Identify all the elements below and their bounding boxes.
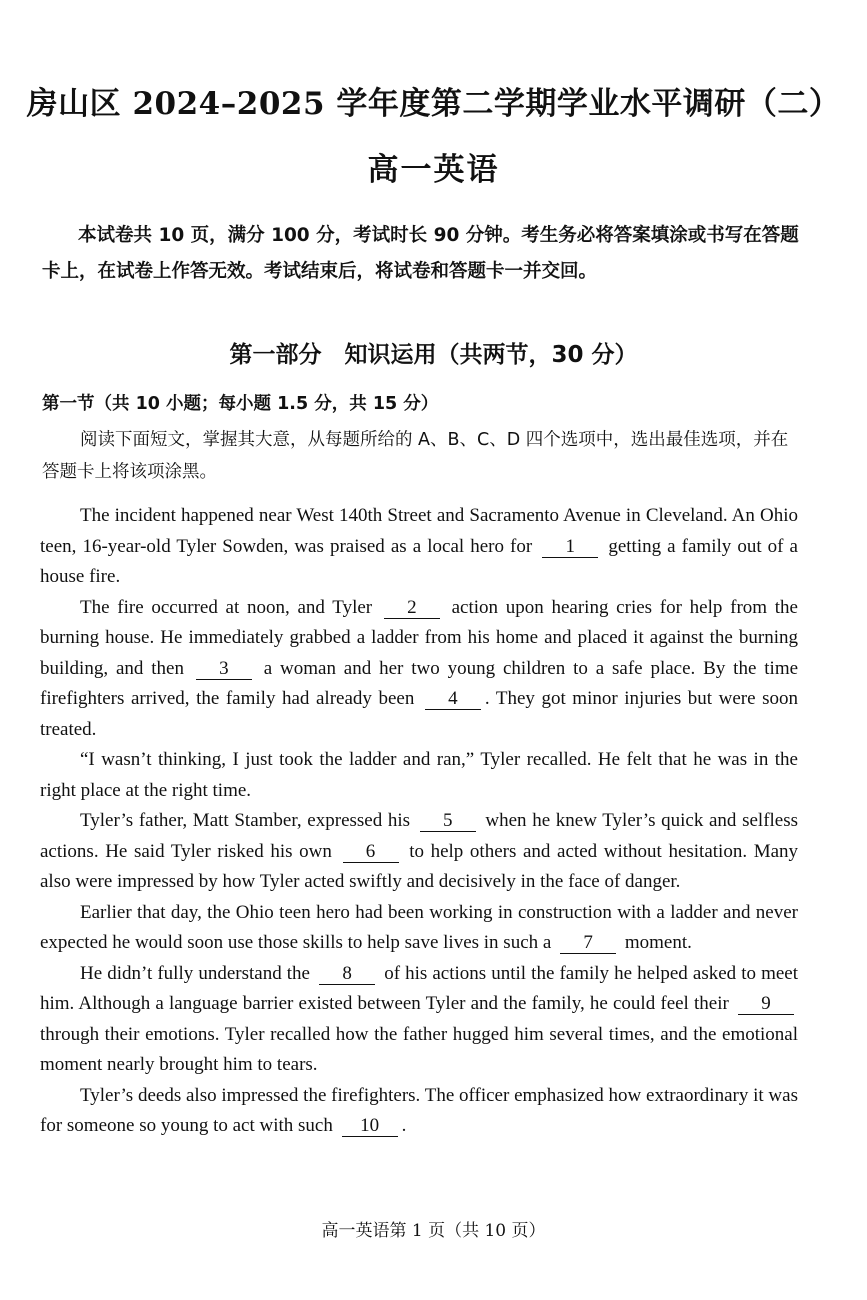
paragraph-text: through their emotions. Tyler recalled how the father hugged him several times, and the emotional moment nearly brought him to tears. xyxy=(40,1023,798,1075)
passage-paragraph-7 xyxy=(40,1081,798,1142)
paragraph-text: moment. xyxy=(624,932,692,953)
paragraph-text: Tyler’s father, Matt Stamber, expressed his xyxy=(80,810,411,831)
blank-9: 9 xyxy=(738,994,794,1015)
blank-4: 4 xyxy=(425,689,481,710)
cloze-passage xyxy=(40,501,798,1142)
passage-paragraph-6 xyxy=(40,959,798,1081)
paragraph-text: of his actions until the family he helped asked to meet him. Although a language barrier existed between Tyler and the family, he could feel their xyxy=(40,962,799,1014)
passage-paragraph-5 xyxy=(40,898,798,959)
cloze-directions: 阅读下面短文，掌握其大意，从每题所给的 A、B、C、D 四个选项中，选出最佳选项，并在答题卡上将该项涂黑。 xyxy=(42,430,789,482)
exam-title: 房山区 2024–2025 学年度第二学期学业水平调研（二） xyxy=(26,86,841,122)
blank-8: 8 xyxy=(319,964,375,985)
part-one-heading: 第一部分 知识运用（共两节，30 分） xyxy=(229,342,638,368)
blank-3: 3 xyxy=(196,659,252,680)
paragraph-text: a woman and her two young children to a safe place. By the time firefighters arrived, the family had already been xyxy=(40,657,799,709)
blank-1: 1 xyxy=(542,537,598,558)
blank-5: 5 xyxy=(420,811,476,832)
paragraph-text: getting a family out of a house fire. xyxy=(40,535,798,587)
paragraph-text: He didn’t fully understand the xyxy=(80,962,310,984)
page-footer: 高一英语第 1 页（共 10 页） xyxy=(321,1221,546,1241)
paragraph-text: when he knew Tyler’s quick and selfless actions. He said Tyler risked his own xyxy=(40,810,799,862)
paragraph-text: Earlier that day, the Ohio teen hero had been working in construction with a ladder and never expected he would soon use those skills to help save lives in such a xyxy=(40,901,798,953)
paragraph-text: The incident happened near West 140th Street and Sacramento Avenue in Cleveland. An Ohio teen, 16-year-old Tyler Sowden, was praised as a local hero for xyxy=(40,505,798,557)
blank-7: 7 xyxy=(560,933,616,954)
blank-10: 10 xyxy=(342,1116,398,1137)
paragraph-text: Tyler’s deeds also impressed the firefighters. The officer emphasized how extraordinary it was for someone so young to act with such xyxy=(40,1084,798,1136)
passage-paragraph-2 xyxy=(40,593,798,746)
paragraph-text: . They got minor injuries but were soon treated. xyxy=(40,688,799,740)
passage-paragraph-3: “I wasn’t thinking, I just took the ladder and ran,” Tyler recalled. He felt that he was in the right place at the right time. xyxy=(40,749,798,801)
passage-paragraph-1 xyxy=(40,501,798,593)
paragraph-text: The fire occurred at noon, and Tyler xyxy=(80,596,373,618)
blank-6: 6 xyxy=(343,842,399,863)
section-one-heading: 第一节（共 10 小题；每小题 1.5 分，共 15 分） xyxy=(42,394,439,414)
blank-2: 2 xyxy=(384,598,440,619)
passage-paragraph-4 xyxy=(40,806,798,898)
paragraph-text: to help others and acted without hesitation. Many also were impressed by how Tyler acted swiftly and decisively in the face of danger. xyxy=(40,840,799,892)
paragraph-text: . xyxy=(401,1115,407,1136)
paragraph-text: action upon hearing cries for help from the burning house. He immediately grabbed a ladder from his home and placed it against the burning building, and then xyxy=(40,596,798,679)
exam-instructions: 本试卷共 10 页，满分 100 分，考试时长 90 分钟。考生务必将答案填涂或书写在答题卡上，在试卷上作答无效。考试结束后，将试卷和答题卡一并交回。 xyxy=(42,225,799,282)
exam-subject: 高一英语 xyxy=(367,152,500,188)
